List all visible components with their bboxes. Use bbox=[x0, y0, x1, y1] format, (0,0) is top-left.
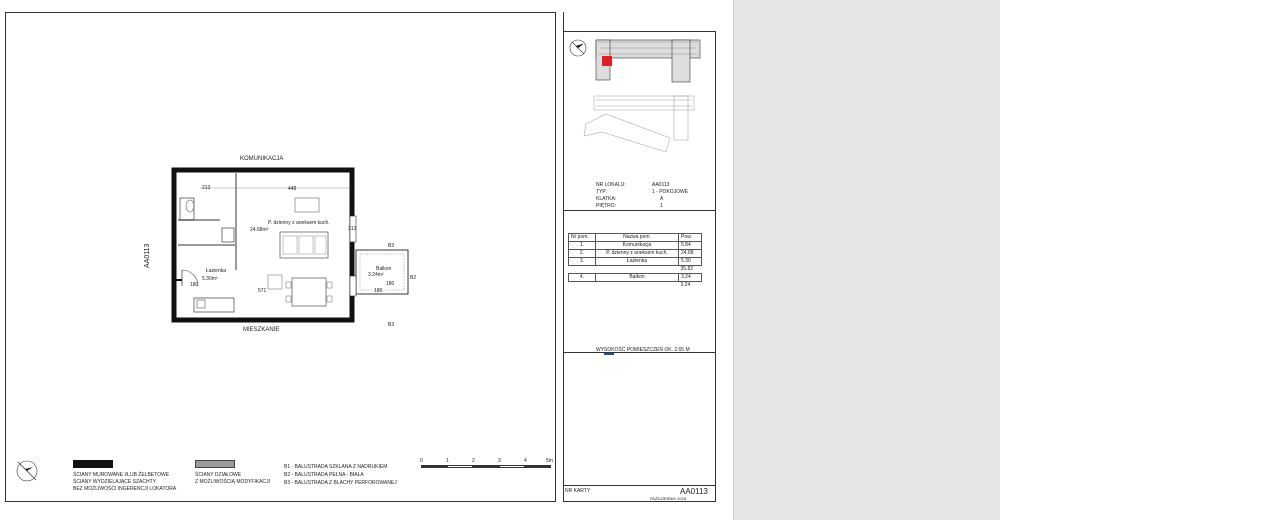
label-komunikacja: KOMUNIKACJA bbox=[240, 156, 284, 162]
scale-tick: 4 bbox=[524, 458, 527, 464]
info-klatka-label: KLATKA: bbox=[596, 196, 617, 202]
table-cell: 5.84 bbox=[679, 242, 702, 250]
panel-border-right bbox=[715, 31, 716, 502]
legend-swatch-gray bbox=[195, 460, 235, 468]
window bbox=[350, 276, 356, 296]
legend-b1: B1 - BALUSTRADA SZKLANA Z NADRUKIEM bbox=[284, 464, 388, 470]
table-cell: 24.68 bbox=[679, 250, 702, 258]
room-day-area: 24.68m² bbox=[250, 227, 269, 233]
legend-walls-black-2: ŚCIANY WYDZIELAJĄCE SZACHTY bbox=[73, 479, 156, 485]
legend-walls-black-3: BEZ MOŻLIWOŚCI INGERENCJI LOKATORA bbox=[73, 486, 177, 492]
unit-code-vertical: AA0113 bbox=[144, 243, 151, 268]
info-nr-lokalu-value: AA0113 bbox=[652, 182, 670, 188]
table-cell bbox=[596, 266, 679, 274]
scale-tick: 3 bbox=[498, 458, 501, 464]
table-cell: 5.30 bbox=[679, 258, 702, 266]
dim-top-left: 213 bbox=[202, 185, 211, 191]
info-klatka-value: A bbox=[660, 196, 664, 202]
table-header: Pow. bbox=[679, 234, 702, 242]
dim-bottom: 571 bbox=[258, 288, 267, 294]
info-typ-value: 1 - POKOJOWE bbox=[652, 189, 689, 195]
legend-walls-gray-2: Z MOŻLIWOŚCIĄ MODYFIKACJI bbox=[195, 479, 271, 485]
floor-plan-drawing bbox=[150, 150, 420, 340]
table-cell: Komunikacja bbox=[596, 242, 679, 250]
dim-left: 180 bbox=[190, 282, 199, 288]
info-typ-label: TYP: bbox=[596, 189, 608, 195]
balustrade-b3-bottom: B3 bbox=[388, 322, 395, 328]
info-pietro-value: 1 bbox=[660, 203, 663, 209]
info-pietro-label: PIĘTRO: bbox=[596, 203, 617, 209]
legend-swatch-black bbox=[73, 460, 113, 468]
table-row bbox=[569, 250, 702, 258]
legend-walls-gray: ŚCIANY DZIAŁOWE bbox=[195, 472, 242, 478]
scale-tick: 0 bbox=[420, 458, 423, 464]
table-row bbox=[569, 282, 702, 290]
north-arrow-icon bbox=[14, 458, 40, 484]
height-note: WYSOKOŚĆ POMIESZCZEŃ OK. 2.65 M bbox=[596, 347, 690, 353]
legend-b3: B3 - BALUSTRADA Z BLACHY PERFOROWANEJ bbox=[284, 480, 397, 486]
table-cell-subtotal: 3.24 bbox=[680, 282, 691, 288]
room-bath-label: Łazienka bbox=[206, 268, 227, 274]
dining-table bbox=[292, 278, 326, 306]
panel-border-left bbox=[563, 12, 564, 502]
table-cell bbox=[569, 266, 596, 274]
table-cell: Łazienka bbox=[596, 258, 679, 266]
scale-tick: 5m bbox=[546, 458, 553, 464]
table-header: Nazwa pom. bbox=[596, 234, 679, 242]
toilet bbox=[186, 200, 194, 212]
legend-walls-black: ŚCIANY MUROWANE I/LUB ŻELBETOWE bbox=[73, 472, 170, 478]
highlighted-unit bbox=[602, 56, 612, 66]
table-cell: 1. bbox=[569, 242, 596, 250]
washer bbox=[222, 228, 234, 242]
table-cell-subtotal: 35.82 bbox=[680, 266, 694, 272]
table-row bbox=[569, 242, 702, 250]
table-cell: 3. bbox=[569, 258, 596, 266]
table-row bbox=[569, 274, 702, 282]
table-header-row bbox=[569, 234, 702, 242]
panel-top-line bbox=[563, 31, 715, 32]
table-cell: Balkon bbox=[596, 274, 679, 282]
balustrade-b3-top: B3 bbox=[388, 243, 395, 249]
tv-unit bbox=[295, 198, 319, 212]
building-key-plan bbox=[566, 34, 714, 174]
dim-balcony-w: 180 bbox=[374, 288, 383, 294]
dim-top-main: 448 bbox=[288, 186, 297, 192]
balcony-area: 3.24m² bbox=[368, 272, 384, 278]
bathtub bbox=[180, 198, 194, 220]
panel-divider bbox=[563, 485, 715, 486]
rooms-table bbox=[568, 233, 702, 289]
scale-tick: 1 bbox=[446, 458, 449, 464]
footer-nr-karty-value: AA0113 bbox=[680, 487, 708, 496]
label-mieszkanie: MIESZKANIE bbox=[243, 327, 280, 333]
dim-balcony-h: 180 bbox=[386, 281, 395, 287]
table-row bbox=[569, 266, 702, 274]
dim-right: 313 bbox=[348, 226, 357, 232]
table-cell: 4. bbox=[569, 274, 596, 282]
table-row bbox=[569, 258, 702, 266]
panel-bottom-line bbox=[563, 501, 715, 502]
info-nr-lokalu-label: NR LOKALU: bbox=[596, 182, 626, 188]
legend-b2: B2 - BALUSTRADA PEŁNA - BIAŁA bbox=[284, 472, 364, 478]
room-day-label: P. dzienny z aneksem kuch. bbox=[268, 220, 330, 226]
table-cell bbox=[569, 282, 596, 290]
table-cell: 2. bbox=[569, 250, 596, 258]
kitchen-sink bbox=[197, 300, 205, 308]
table-cell bbox=[596, 282, 679, 290]
room-bath-area: 5.30m² bbox=[202, 276, 218, 282]
balcony-label: Balkon bbox=[376, 266, 392, 272]
table-cell: 3.24 bbox=[679, 274, 702, 282]
armchair bbox=[268, 275, 282, 289]
table-cell: P. dzienny z aneksem kuch. bbox=[596, 250, 679, 258]
footer-date: PAŹDZIERNIK 2018 bbox=[650, 496, 687, 501]
table-header: Nr pom. bbox=[569, 234, 596, 242]
viewer-background bbox=[734, 0, 1000, 520]
footer-nr-karty-label: NR KARTY bbox=[565, 488, 591, 494]
height-note-marker bbox=[604, 353, 614, 355]
balustrade-b2: B2 bbox=[410, 275, 417, 281]
scale-tick: 2 bbox=[472, 458, 475, 464]
panel-divider bbox=[563, 210, 715, 211]
